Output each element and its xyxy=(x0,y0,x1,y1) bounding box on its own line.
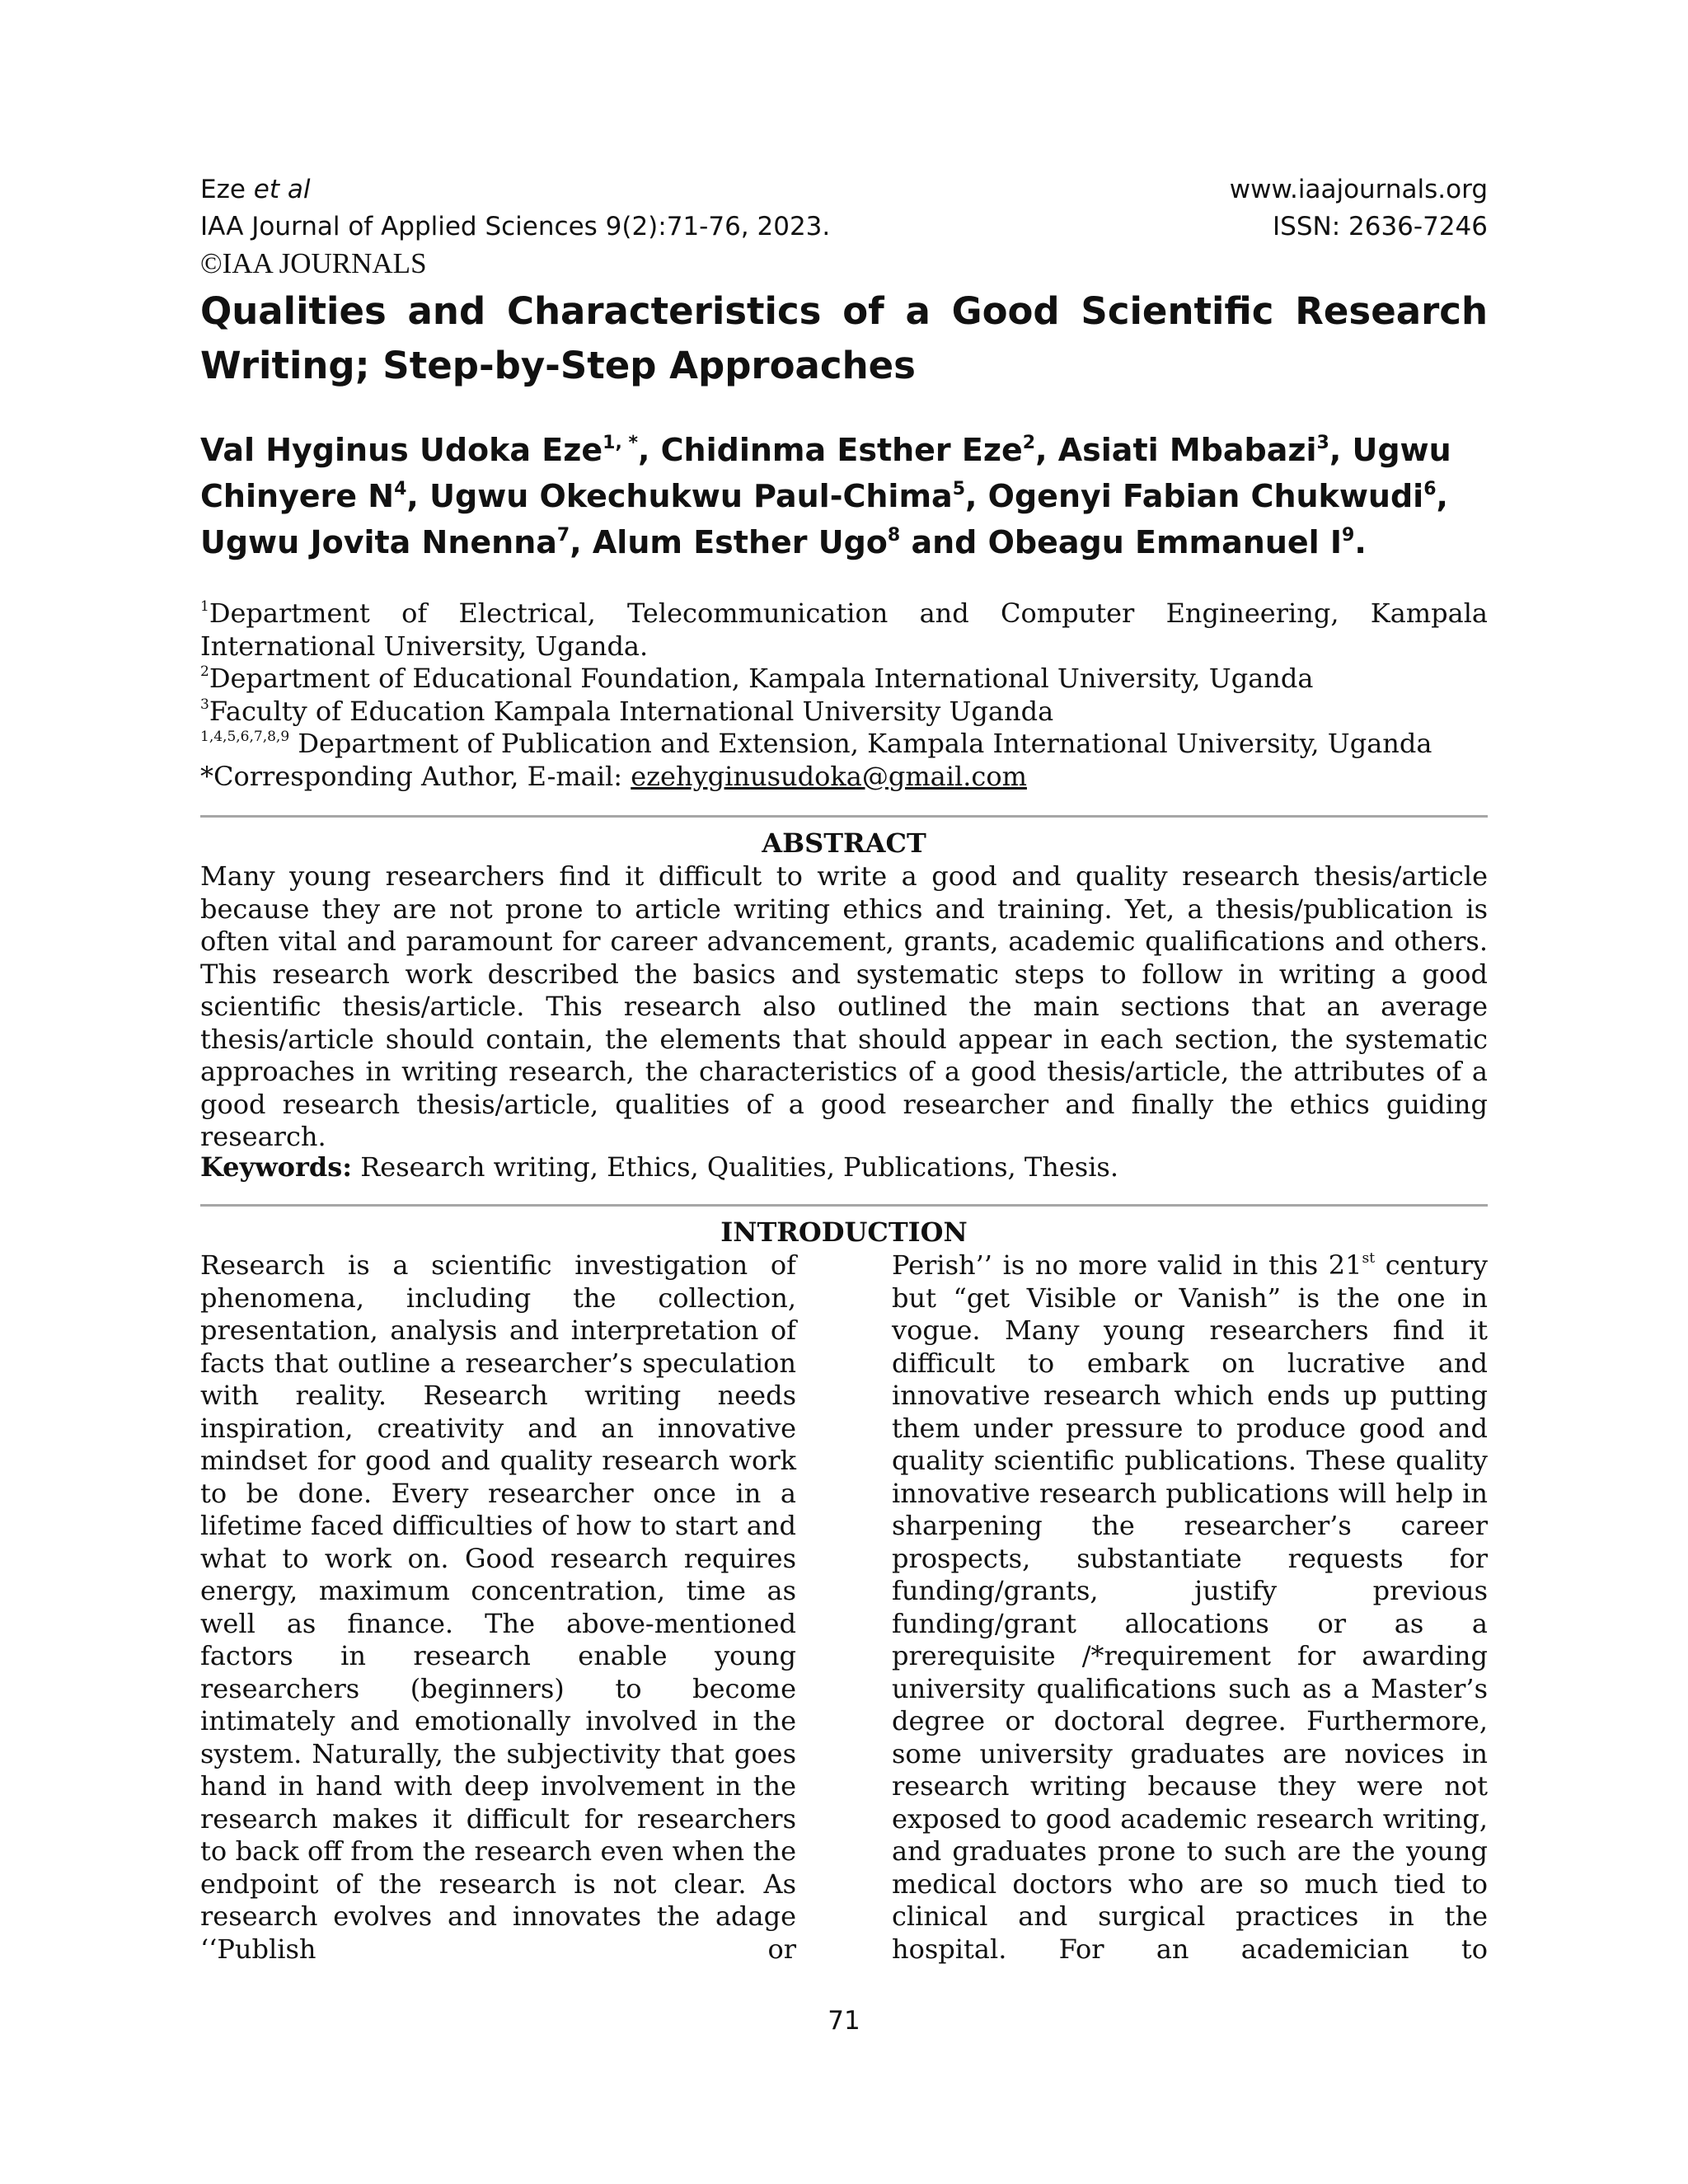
article-title: Qualities and Characteristics of a Good Scientific Research Writing; Step-by-Step Approaches xyxy=(200,289,1488,387)
running-header-line-1 xyxy=(200,171,1488,208)
author: Ugwu Chinyere $N^4$, xyxy=(200,432,1451,514)
affiliation: $^3$Faculty of Education Kampala International University Uganda xyxy=(200,695,1054,727)
author: Obeagu Emmanuel $I^9$. xyxy=(987,524,1367,560)
abstract-heading: ABSTRACT xyxy=(762,827,926,859)
affiliation: $^1$Department of Electrical, Telecommunication and Computer Engineering, Kampala International University, Uganda. xyxy=(200,598,1488,662)
affiliation: $^{1,4,5,6,7,8,9}$ Department of Publication and Extension, Kampala International University, Uganda xyxy=(200,728,1432,759)
author: Ogenyi Fabian Chukwudi$^6$, xyxy=(987,478,1448,514)
corresponding-author: *Corresponding Author, E-mail: ezehyginusudoka@gmail.com xyxy=(200,760,1027,792)
introduction-column-right: Perish’’ is no more valid in this 21st century but “get Visible or Vanish” is the one in vogue. Many young researchers find it difficult to embark on lucrative and innovative research which ends up putting them under pressure to produce good and quality scientific publications. These quality innovative research publications will help in sharpening the researcher’s career prospects, substantiate requests for funding/grants, justify previous funding/grant allocations or as a prerequisite /*requirement for awarding university qualifications such as a Master’s degree or doctoral degree. Furthermore, some university graduates are novices in research writing because they were not exposed to good academic research writing, and graduates prone to such are the young medical doctors who are so much tied to clinical and surgical practices in the hospital. For an academician to xyxy=(892,1249,1489,1965)
affiliations xyxy=(200,598,1488,793)
author-list xyxy=(200,427,1488,565)
corresponding-email-link[interactable]: ezehyginusudoka@gmail.com xyxy=(631,760,1027,792)
running-author: Eze et al xyxy=(200,175,311,204)
author: Chidinma Esther Eze$^2$, xyxy=(660,432,1058,468)
abstract-text: Many young researchers find it difficult to write a good and quality research thesis/article because they are not prone to article writing ethics and training. Yet, a thesis/publication is often vital and paramount for career advancement, grants, academic qualifications and others. This research work described the basics and systematic steps to follow in writing a good scientific thesis/article. This research also outlined the main sections that an average thesis/article should contain, the elements that should appear in each section, the systematic approaches in writing research, the characteristics of a good thesis/article, the attributes of a good research thesis/article, qualities of a good researcher and finally the ethics guiding research. xyxy=(200,860,1488,1152)
introduction-column-left: Research is a scientific investigation of phenomena, including the collection, presentation, analysis and interpretation of facts that outline a researcher’s speculation with reality. Research writing needs inspiration, creativity and an innovative mindset for good and quality research work to be done. Every researcher once in a lifetime faced difficulties of how to start and what to work on. Good research requires energy, maximum concentration, time as well as finance. The above-mentioned factors in research enable young researchers (beginners) to become intimately and emotionally involved in the system. Naturally, the subjectivity that goes hand in hand with deep involvement in the research makes it difficult for researchers to back off from the research even when the endpoint of the research is not clear. As research evolves and innovates the adage ‘‘Publish or xyxy=(200,1249,796,1965)
publisher-line: ©IAA JOURNALS xyxy=(200,247,427,279)
introduction-heading: INTRODUCTION xyxy=(720,1216,968,1248)
issn: ISSN: 2636-7246 xyxy=(1273,212,1488,241)
keywords xyxy=(200,1151,1488,1184)
author: Asiati Mbabazi$^3$, xyxy=(1057,432,1353,468)
divider xyxy=(200,815,1488,818)
author: Alum Esther Ugo$^8$ and xyxy=(592,524,988,560)
author: Val Hyginus Udoka Eze$^{1, *}$, xyxy=(200,432,661,468)
running-header-line-2 xyxy=(200,209,1488,245)
page-number: 71 xyxy=(828,2006,860,2036)
journal-citation: IAA Journal of Applied Sciences 9(2):71-76, 2023. xyxy=(200,212,831,241)
author: Ugwu Okechukwu Paul-Chima$^5$, xyxy=(429,478,988,514)
journal-website[interactable]: www.iaajournals.org xyxy=(1229,175,1488,204)
keywords-text: Research writing, Ethics, Qualities, Publications, Thesis. xyxy=(352,1151,1119,1183)
author: Ugwu Jovita Nnenna$^7$, xyxy=(200,524,593,560)
keywords-label: Keywords: xyxy=(200,1151,353,1183)
divider xyxy=(200,1204,1488,1207)
affiliation: $^2$Department of Educational Foundation, Kampala International University, Uganda xyxy=(200,663,1314,694)
